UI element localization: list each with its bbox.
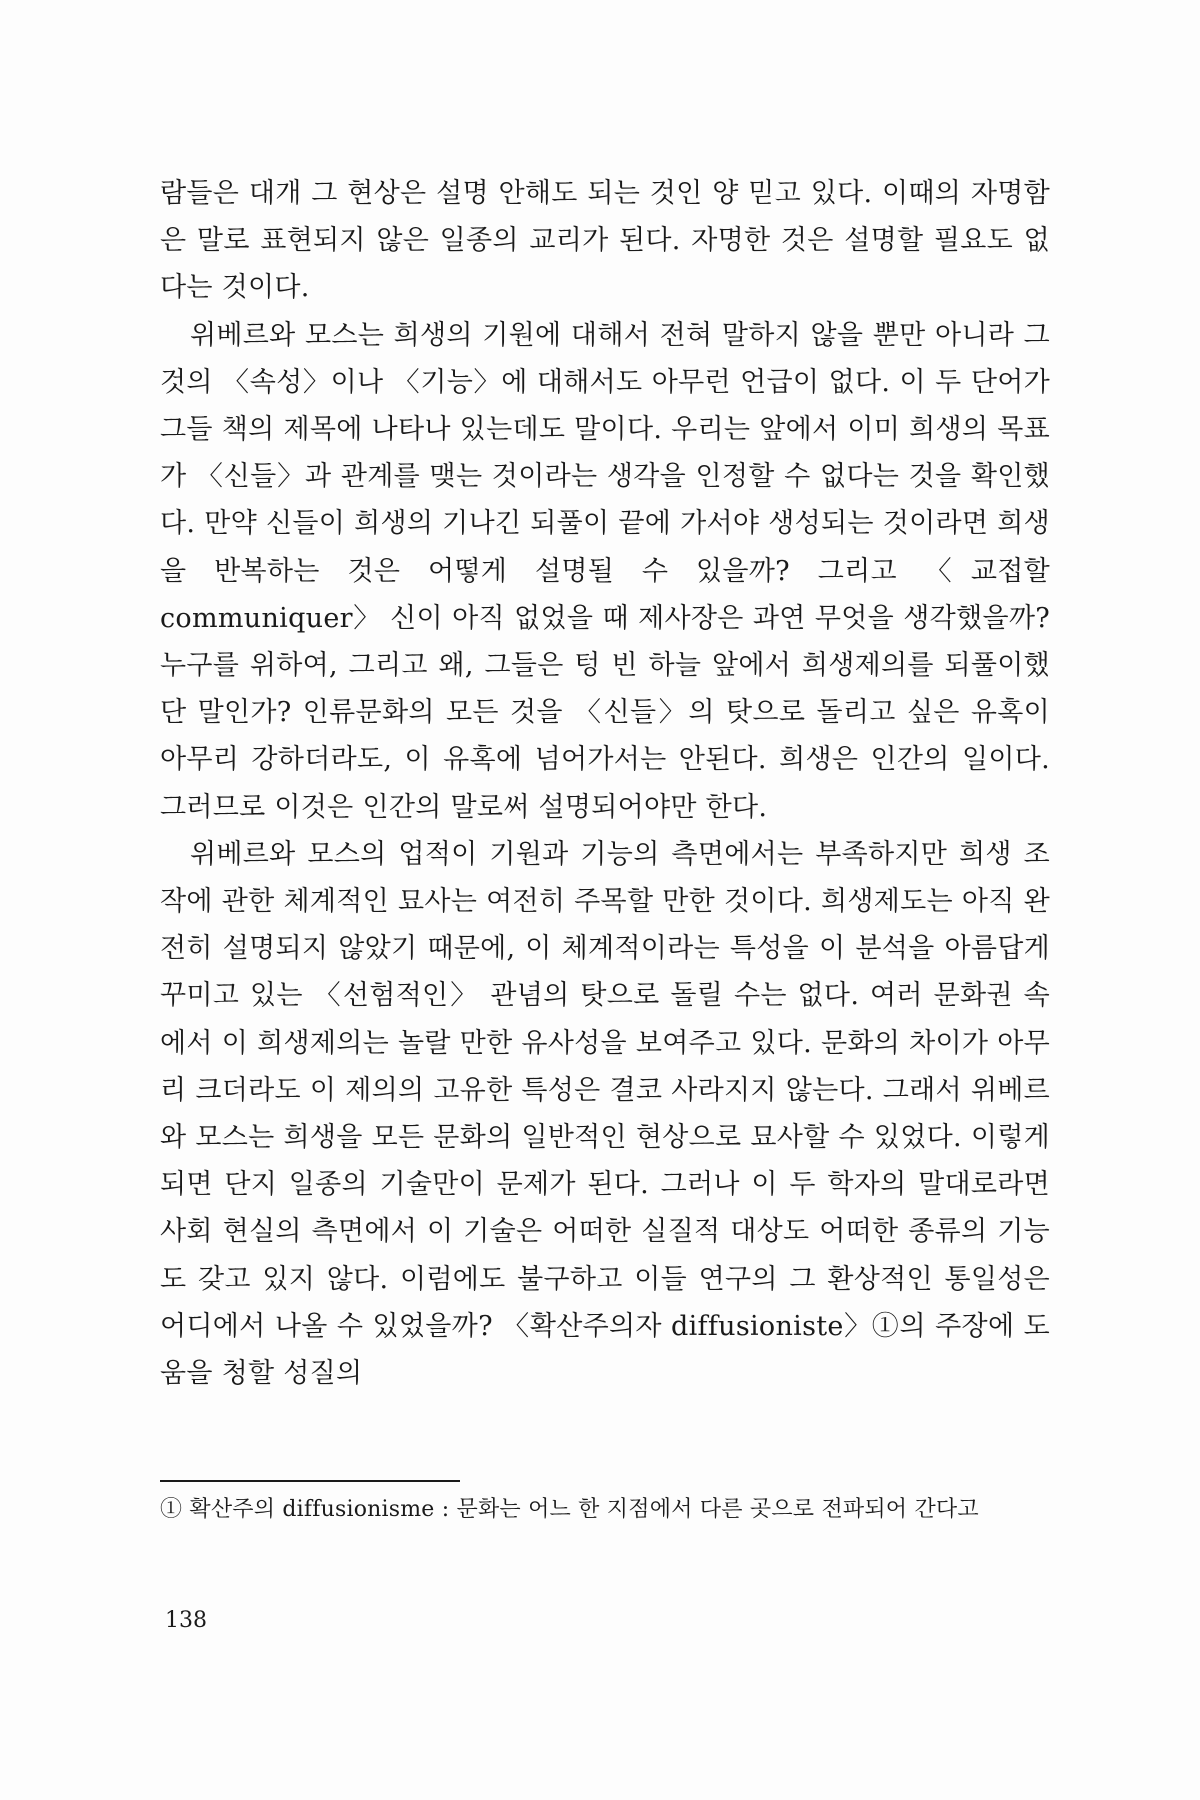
footnote-divider <box>160 1480 460 1482</box>
page-number: 138 <box>165 1608 207 1633</box>
paragraph-3: 위베르와 모스의 업적이 기원과 기능의 측면에서는 부족하지만 희생 조작에 관한 체계적인 묘사는 여전히 주목할 만한 것이다. 희생제도는 아직 완전히 설명되지 않았기 때문에, 이 체계적이라는 특성을 이 분석을 아름답게 꾸미고 있는 〈선험적인〉 관념의 탓으로 돌릴 수는 없다. 여러 문화권 속에서 이 희생제의는 놀랄 만한 유사성을 보여주고 있다. 문화의 차이가 아무리 크더라도 이 제의의 고유한 특성은 결코 사라지지 않는다. 그래서 위베르와 모스는 희생을 모든 문화의 일반적인 현상으로 묘사할 수 있었다. 이렇게 되면 단지 일종의 기술만이 문제가 된다. 그러나 이 두 학자의 말대로라면 사회 현실의 측면에서 이 기술은 어떠한 실질적 대상도 어떠한 종류의 기능도 갖고 있지 않다. 이럼에도 불구하고 이들 연구의 그 환상적인 통일성은 어디에서 나올 수 있었을까? 〈확산주의자 diffusioniste〉①의 주장에 도움을 청할 성질의 <box>160 838 1050 1390</box>
footnote: ① 확산주의 diffusionisme : 문화는 어느 한 지점에서 다른 곳으로 전파되어 간다고 <box>160 1497 979 1522</box>
paragraph-2: 위베르와 모스는 희생의 기원에 대해서 전혀 말하지 않을 뿐만 아니라 그것의 〈속성〉이나 〈기능〉에 대해서도 아무런 언급이 없다. 이 두 단어가 그들 책의 제목에 나타나 있는데도 말이다. 우리는 앞에서 이미 희생의 목표가 〈신들〉과 관계를 맺는 것이라는 생각을 인정할 수 없다는 것을 확인했다. 만약 신들이 희생의 기나긴 되풀이 끝에 가서야 생성되는 것이라면 희생을 반복하는 것은 어떻게 설명될 수 있을까? 그리고 〈교접할 communiquer〉 신이 아직 없었을 때 제사장은 과연 무엇을 생각했을까? 누구를 위하여, 그리고 왜, 그들은 텅 빈 하늘 앞에서 희생제의를 되풀이했단 말인가? 인류문화의 모든 것을 〈신들〉의 탓으로 돌리고 싶은 유혹이 아무리 강하더라도, 이 유혹에 넘어가서는 안된다. 희생은 인간의 일이다. 그러므로 이것은 인간의 말로써 설명되어야만 한다. <box>160 319 1050 823</box>
body-text <box>160 170 1050 1397</box>
paragraph-1: 람들은 대개 그 현상은 설명 안해도 되는 것인 양 믿고 있다. 이때의 자명함은 말로 표현되지 않은 일종의 교리가 된다. 자명한 것은 설명할 필요도 없다는 것이다. <box>160 178 1050 304</box>
